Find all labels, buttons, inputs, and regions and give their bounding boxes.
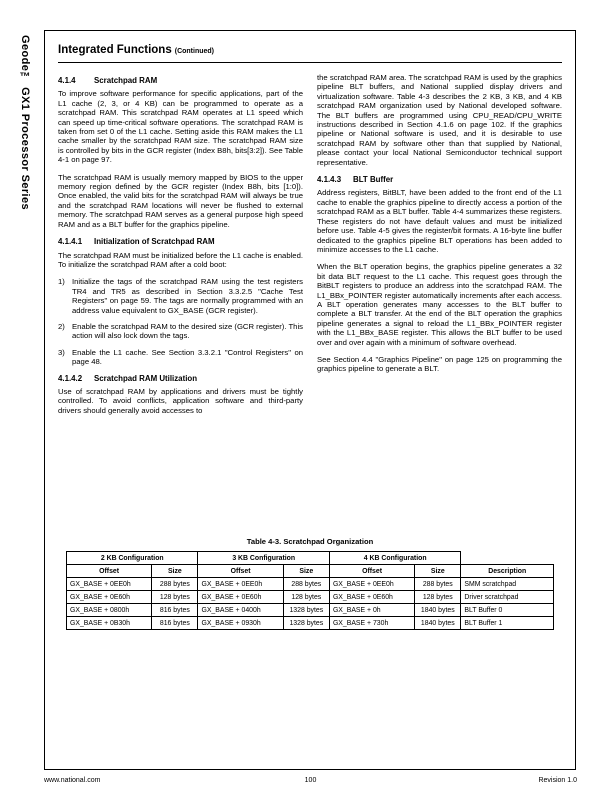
description-cell: SMM scratchpad: [461, 578, 554, 591]
paragraph: Address registers, BitBLT, have been added to the front end of the L1 cache to enable the graphics pipeline to directly access a portion of the scratchpad RAM as a BLT buffer. Table 4-4 summarizes these registers. These registers do not have default values and must be initialized before use. Table 4-5 gives the register/bit formats. A 16-byte line buffer dedicated to the graphics pipeline BLT operations has been added to minimize accesses to the L1 cache.: [317, 188, 562, 254]
column-header-size: Size: [415, 565, 461, 578]
size-cell: 1328 bytes: [283, 604, 329, 617]
paragraph: The scratchpad RAM must be initialized before the L1 cache is enabled. To initialize the scratchpad RAM after a cold boot:: [58, 250, 303, 269]
column-header-size: Size: [283, 565, 329, 578]
size-cell: 816 bytes: [152, 617, 198, 630]
table-group-header-row: [67, 552, 554, 565]
page-header: [58, 40, 562, 58]
paragraph: To improve software performance for specific applications, part of the L1 cache (2, 3, or 4 KB) can be programmed to operate as a scratchpad RAM. This scratchpad RAM operates at L1 speed which can speed up time-critical software operations. The scratchpad RAM is taken from set 0 of the L1 cache. Setting aside this RAM makes the L1 cache smaller by the scratchpad RAM size. The scratchpad RAM size is controlled by bits in the GCR register (Index B8h, bits[3:2]). See Table 4-1 on page 97.: [58, 89, 303, 165]
page-title-continued: (Continued): [174, 48, 214, 55]
size-cell: 1840 bytes: [415, 617, 461, 630]
paragraph: See Section 4.4 "Graphics Pipeline" on page 125 on programming the graphics pipeline to generate a BLT.: [317, 354, 562, 374]
footer-page-number: 100: [304, 777, 317, 784]
paragraph: Use of scratchpad RAM by applications and drivers must be tightly controlled. To avoid conflicts, application software and third-party drivers should generally avoid accesses to: [58, 386, 303, 415]
paragraph: The scratchpad RAM is usually memory mapped by BIOS to the upper memory region defined by the GCR register (Index B8h, bits [1:0]). Once enabled, the valid bits for the scratchpad RAM will always be true and the scratchpad RAM locations will never be flushed to external memory. The scratchpad RAM serves as a general purpose high speed RAM and as a BLT buffer for the graphics pipeline.: [58, 172, 303, 229]
offset-cell: GX_BASE + 0E60h: [198, 591, 283, 604]
numbered-list: [58, 277, 303, 366]
list-item: [58, 277, 303, 315]
table-area: [58, 537, 562, 630]
table-row: [67, 578, 554, 591]
offset-cell: GX_BASE + 0B30h: [67, 617, 152, 630]
size-cell: 288 bytes: [415, 578, 461, 591]
table-caption: Table 4-3. Scratchpad Organization: [246, 537, 374, 546]
list-item-text: Enable the scratchpad RAM to the desired size (GCR register). This action will also lock down the tags.: [72, 321, 304, 341]
paragraph: When the BLT operation begins, the graphics pipeline generates a 32 bit data BLT request to the L1 cache. This request goes through the BitBLT registers to produce an address into the scratchpad RAM. The L1_BBx_POINTER register automatically increments after each access. A BLT operation generates many accesses to the BLT buffer to complete a BLT transfer. At the end of the BLT operation the graphics pipeline generates a signal to reload the L1_BBx_POINTER register with the L1_BBx_BASE register. This allows the BLT buffer to be used over and over again with a minimum of software overhead.: [317, 262, 562, 347]
offset-cell: GX_BASE + 0EE0h: [198, 578, 283, 591]
size-cell: 288 bytes: [283, 578, 329, 591]
list-item-text: Initialize the tags of the scratchpad RAM using the test registers TR4 and TR5 as described in Section 3.3.2.5 "Cache Test Registers" on page 59. The tags are normally programmed with an address value equivalent to GX_BASE (GCR register).: [72, 277, 303, 315]
section-title: Initialization of Scratchpad RAM: [94, 237, 215, 247]
section-heading-4-1-4-2: [58, 374, 303, 383]
section-heading-4-1-4-3: [317, 175, 562, 184]
group-header-3kb: 3 KB Configuration: [198, 552, 329, 565]
table-row: [67, 591, 554, 604]
size-cell: 1840 bytes: [415, 604, 461, 617]
offset-cell: GX_BASE + 0h: [329, 604, 414, 617]
column-header-offset: Offset: [329, 565, 414, 578]
table-subheader-row: [67, 565, 554, 578]
section-number: 4.1.4: [58, 76, 76, 85]
offset-cell: GX_BASE + 0E60h: [329, 591, 414, 604]
description-cell: BLT Buffer 0: [461, 604, 554, 617]
size-cell: 816 bytes: [152, 604, 198, 617]
header-rule: [58, 62, 562, 63]
column-header-description: Description: [461, 565, 554, 578]
offset-cell: GX_BASE + 0EE0h: [329, 578, 414, 591]
right-column: [317, 73, 562, 531]
list-item-number: 1): [58, 277, 65, 287]
footer-revision: Revision 1.0: [538, 777, 578, 784]
column-header-offset: Offset: [67, 565, 152, 578]
offset-cell: GX_BASE + 0400h: [198, 604, 283, 617]
section-title: Scratchpad RAM Utilization: [94, 373, 198, 383]
body-columns: [58, 73, 562, 531]
offset-cell: GX_BASE + 0930h: [198, 617, 283, 630]
column-header-size: Size: [152, 565, 198, 578]
section-number: 4.1.4.1: [58, 237, 83, 247]
offset-cell: GX_BASE + 0800h: [67, 604, 152, 617]
section-title: BLT Buffer: [353, 175, 394, 185]
size-cell: 288 bytes: [152, 578, 198, 591]
section-number: 4.1.4.3: [317, 175, 342, 185]
list-item: [58, 348, 303, 367]
description-cell: Driver scratchpad: [461, 591, 554, 604]
size-cell: 128 bytes: [283, 591, 329, 604]
offset-cell: GX_BASE + 730h: [329, 617, 414, 630]
list-item-number: 2): [58, 321, 65, 331]
scratchpad-organization-table: [66, 551, 554, 630]
size-cell: 128 bytes: [152, 591, 198, 604]
section-title: Scratchpad RAM: [94, 76, 158, 85]
section-heading-4-1-4: [58, 76, 303, 85]
offset-cell: GX_BASE + 0EE0h: [67, 578, 152, 591]
list-item-text: Enable the L1 cache. See Section 3.3.2.1 "Control Registers" on page 48.: [72, 347, 303, 367]
footer-website: www.national.com: [44, 777, 101, 784]
section-heading-4-1-4-1: [58, 237, 303, 246]
table-row: [67, 617, 554, 630]
offset-cell: GX_BASE + 0E60h: [67, 591, 152, 604]
list-item: [58, 322, 303, 341]
page-footer: [44, 777, 577, 784]
section-number: 4.1.4.2: [58, 373, 83, 383]
sidebar-series-title: Geode™ GX1 Processor Series: [19, 35, 31, 211]
column-header-offset: Offset: [198, 565, 283, 578]
description-cell: BLT Buffer 1: [461, 617, 554, 630]
content-frame: [44, 30, 576, 770]
table-row: [67, 604, 554, 617]
size-cell: 128 bytes: [415, 591, 461, 604]
paragraph: the scratchpad RAM area. The scratchpad RAM is used by the graphics pipeline BLT buffers, and National supplied display drivers and virtualization software. Table 4-3 describes the 2 KB, 3 KB, and 4 KB scratchpad RAM organization used by National developed software. The BLT buffers are programmed using CPU_READ/CPU_WRITE instructions described in Section 4.1.6 on page 102. If the graphics pipeline or National software is used, and it is desirable to use scratchpad RAM by software other than that supplied by National, please contact your local National Semiconductor technical support representative.: [317, 73, 562, 167]
left-column: [58, 73, 303, 531]
group-header-2kb: 2 KB Configuration: [67, 552, 198, 565]
list-item-number: 3): [58, 347, 65, 357]
group-header-empty: [461, 552, 554, 565]
size-cell: 1328 bytes: [283, 617, 329, 630]
group-header-4kb: 4 KB Configuration: [329, 552, 460, 565]
page-title: Integrated Functions: [58, 44, 172, 56]
